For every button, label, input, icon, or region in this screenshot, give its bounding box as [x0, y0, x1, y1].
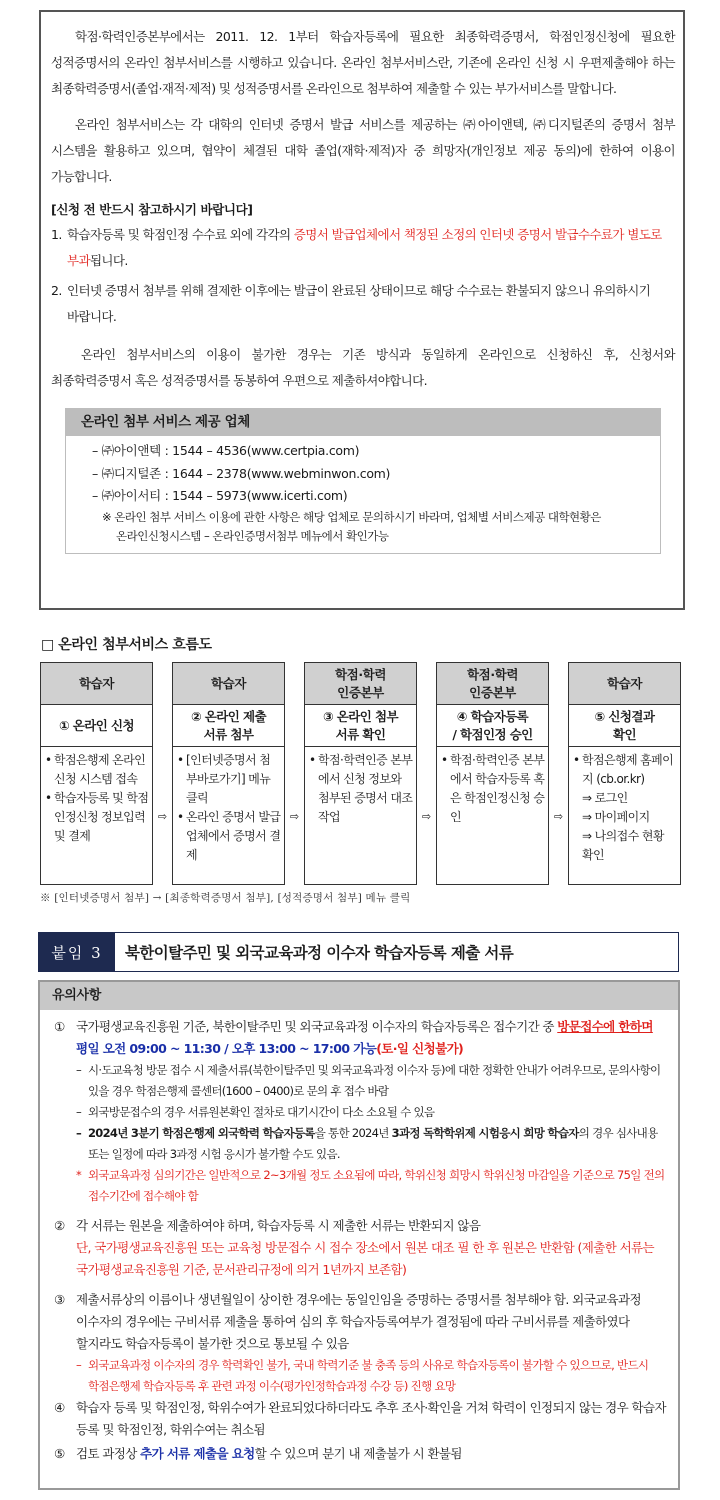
- flow-note: ※ [인터넷증명서 첨부] → [최종학력증명서 첨부], [성적증명서 첨부] 메뉴 클릭: [40, 892, 411, 904]
- notice-item-1: [51, 222, 675, 274]
- sub-text: 외국방문접수의 경우 서류원본확인 절차로 대기시간이 다소 소요될 수 있음: [88, 1105, 435, 1119]
- caution-title: 유의사항: [40, 982, 678, 1010]
- provider-note: 온라인신청시스템 – 온라인증명서첨부 메뉴에서 확인가능: [116, 529, 389, 543]
- sub-text-bold: 3과정 독학학위제 시험응시 희망 학습자: [391, 1126, 579, 1140]
- notice-text-post: 됩니다.: [89, 253, 128, 268]
- appendix-title: 북한이탈주민 및 외국교육과정 이수자 학습자등록 제출 서류: [125, 944, 514, 962]
- step-details: [173, 747, 284, 884]
- notice-item-2: [51, 278, 675, 330]
- item-text-post: 할 수 있으며 분기 내 제출불가 시 환불됨: [254, 1446, 462, 1461]
- sub-text-bold: 2024년 3분기 학점은행제 외국학력 학습자등록: [88, 1126, 315, 1140]
- step-name: ④ 학습자등록 / 학점인정 승인: [437, 705, 548, 747]
- step-detail: 학점·학력인증 본부에서 신청 정보와 첨부된 증명서 대조 작업: [318, 753, 413, 824]
- asterisk: *: [76, 1168, 82, 1182]
- notice-text-highlight: 증명서 발급업체에서 책정된 소정의 인터넷 증명서 발급수수료가 별도로 부과: [67, 227, 662, 268]
- caution-item-1: [54, 1016, 668, 1060]
- item-number: ①: [54, 1019, 65, 1034]
- bullet: •: [45, 791, 52, 805]
- intro-paragraph-3: 온라인 첨부서비스의 이용이 불가한 경우는 기존 방식과 동일하게 온라인으로 신청하신 후, 신청서와 최종학력증명서 혹은 성적증명서를 동봉하여 우편으로 제출하셔야합니다.: [51, 347, 675, 388]
- intro-paragraph-1: 학점·학력인증본부에서는 2011. 12. 1부터 학습자등록에 필요한 최종학력증명서, 학점인정신청에 필요한 성적증명서의 온라인 첨부서비스를 시행하고 있습니다. 온라인 첨부서비스란, 기존에 온라인 신청 시 우편제출해야 하는 최종학력증명서(졸업·재적·제적) 및 성적증명서를 온라인으로 첨부하여 제출할 수 있는 부가서비스를 말합니다.: [51, 29, 675, 96]
- item-text-highlight: 추가 서류 제출을 요청: [140, 1446, 255, 1461]
- caution-list: [40, 1010, 678, 1465]
- item-text: 제출서류상의 이름이나 생년월일이 상이한 경우에는 동일인임을 증명하는 증명서를 첨부해야 함. 외국교육과정 이수자의 경우에는 구비서류 제출을 통하여 심의 후 학습자등록여부가 결정됨에 따라 구비서류를 제출하였다 할지라도 학습자등록이 불가한 것으로 통보될 수 있음: [76, 1292, 641, 1351]
- caution-item-3: [54, 1289, 668, 1355]
- notice-text-pre: 학습자등록 및 학점인정 수수료 외에 각각의: [67, 227, 294, 242]
- sub-text: 외국교육과정 이수자의 경우 학력확인 불가, 국내 학력기준 불 충족 등의 사유로 학습자등록이 불가할 수 있으므로, 반드시 학점은행제 학습자등록 후 관련 과정 이수(평가인정학습과정 수강 등) 진행 요망: [88, 1358, 649, 1393]
- item-number: ③: [54, 1292, 65, 1307]
- step-detail: 학점은행제 온라인신청 시스템 접속: [54, 753, 146, 786]
- sub-text: 외국교육과정 심의기간은 일반적으로 2~3개월 정도 소요됨에 따라, 학위신청 희망시 학위신청 마감일을 기준으로 75일 전의 접수기간에 접수해야 함: [88, 1168, 665, 1203]
- intro-paragraph-2: 온라인 첨부서비스는 각 대학의 인터넷 증명서 발급 서비스를 제공하는 ㈜아이앤텍, ㈜디지털존의 증명서 첨부 시스템을 활용하고 있으며, 협약이 체결된 대학 졸업(재학·제적)자 중 희망자(개인정보 제공 동의)에 한하여 이용이 가능합니다.: [51, 117, 675, 184]
- notice-number: 1.: [51, 227, 62, 242]
- dash: –: [76, 1358, 82, 1372]
- flow-step-1: [40, 662, 153, 885]
- bullet: •: [45, 753, 52, 767]
- sub-text: [88, 1123, 668, 1165]
- bullet: •: [573, 753, 580, 767]
- step-name: ③ 온라인 첨부 서류 확인: [305, 705, 416, 747]
- caution-item-4: [54, 1397, 668, 1441]
- notice-heading: [신청 전 반드시 참고하시기 바랍니다]: [51, 202, 253, 217]
- provider-title: 온라인 첨부 서비스 제공 업체: [65, 408, 661, 436]
- item-text: 학습자 등록 및 학점인정, 학위수여가 완료되었다하더라도 추후 조사·확인을 거쳐 학력이 인정되지 않는 경우 학습자 등록 및 학점인정, 학위수여는 취소됨: [76, 1400, 666, 1437]
- appendix-tag: 붙임 3: [39, 933, 115, 971]
- step-name: ② 온라인 제출 서류 첨부: [173, 705, 284, 747]
- step-actor: 학습자: [41, 663, 152, 705]
- step-name: ⑤ 신청결과 확인: [569, 705, 680, 747]
- flow-arrow-icon: ⇨: [553, 809, 564, 823]
- bullet: •: [177, 810, 184, 824]
- notice-text: [67, 222, 675, 274]
- flow-diagram: [40, 662, 681, 885]
- caution-sub-item: [54, 1355, 668, 1397]
- item-text: [76, 1215, 668, 1281]
- flow-title: □ 온라인 첨부서비스 흐름도: [41, 637, 212, 653]
- provider-note: ※ 온라인 첨부 서비스 이용에 관한 사항은 해당 업체로 문의하시기 바라며, 업체별 서비스제공 대학현황은: [102, 509, 601, 524]
- step-actor: 학습자: [173, 663, 284, 705]
- intro-box: [39, 10, 685, 610]
- item-text-weekend: (토·일 신청불가): [376, 1041, 464, 1056]
- notice-text: 인터넷 증명서 첨부를 위해 결제한 이후에는 발급이 완료된 상태이므로 해당 수수료는 환불되지 않으니 유의하시기 바랍니다.: [67, 283, 651, 324]
- item-text-pre: 국가평생교육진흥원 기준, 북한이탈주민 및 외국교육과정 이수자의 학습자등록은 접수기간 중: [76, 1019, 558, 1034]
- bullet: •: [309, 753, 316, 767]
- flow-arrow-icon: ⇨: [157, 809, 168, 823]
- step-actor: 학점·학력 인증본부: [437, 663, 548, 705]
- bullet: •: [441, 753, 448, 767]
- step-actor: 학점·학력 인증본부: [305, 663, 416, 705]
- caution-item-2: [54, 1215, 668, 1281]
- caution-box: [38, 980, 680, 1490]
- dash: –: [76, 1105, 82, 1119]
- caution-sub-item: [54, 1123, 668, 1165]
- item-text-pre: 검토 과정상: [76, 1446, 141, 1461]
- step-details: [569, 747, 680, 884]
- caution-sub-item: [54, 1060, 668, 1102]
- caution-sub-item: [54, 1165, 668, 1207]
- appendix-header: [38, 932, 679, 972]
- item-number: ④: [54, 1400, 65, 1415]
- dash: –: [76, 1126, 82, 1140]
- item-text-hours: 평일 오전 09:00 ~ 11:30 / 오후 13:00 ~ 17:00 가능: [76, 1041, 377, 1056]
- item-number: ②: [54, 1218, 65, 1233]
- flow-step-4: [436, 662, 549, 885]
- flow-arrow-icon: ⇨: [421, 809, 432, 823]
- provider-panel: [65, 408, 661, 554]
- step-detail: 학점은행제 홈페이지 (cb.or.kr) ⇒ 로그인 ⇒ 마이페이지 ⇒ 나의접수 현황 확인: [582, 753, 674, 862]
- step-detail: [인터넷증명서 첨부바로가기] 메뉴클릭: [186, 753, 271, 805]
- item-text: [76, 1016, 668, 1060]
- flow-arrow-icon: ⇨: [289, 809, 300, 823]
- dash: –: [76, 1063, 82, 1077]
- item-text-main: 각 서류는 원본을 제출하여야 하며, 학습자등록 시 제출한 서류는 반환되지 않음: [76, 1218, 481, 1233]
- provider-item: – ㈜디지털존 : 1644 – 2378(www.webminwon.com): [92, 465, 391, 481]
- notice-number: 2.: [51, 283, 62, 298]
- sub-text-post: 의 경우 심사내용 또는 일정에 따라 3과정 시험 응시가 불가할 수도 있음.: [88, 1126, 658, 1161]
- step-details: [305, 747, 416, 884]
- flow-step-2: [172, 662, 285, 885]
- provider-item: – ㈜아이서티 : 1544 – 5973(www.icerti.com): [92, 488, 348, 503]
- sub-text-mid: 을 통한 2024년: [314, 1126, 392, 1140]
- flow-step-5: [568, 662, 681, 885]
- step-details: [41, 747, 152, 884]
- step-detail: 학습자등록 및 학점인정신청 정보입력 및 결제: [54, 791, 149, 843]
- item-text-highlight: 방문접수에 한하며: [557, 1019, 653, 1034]
- provider-list: [65, 436, 661, 554]
- item-text: [76, 1443, 668, 1465]
- flow-step-3: [304, 662, 417, 885]
- step-detail: 온라인 증명서 발급업체에서 증명서 결제: [186, 810, 281, 862]
- step-detail: 학점·학력인증 본부에서 학습자등록 혹은 학점인정신청 승인: [450, 753, 545, 824]
- step-actor: 학습자: [569, 663, 680, 705]
- caution-item-5: [54, 1443, 668, 1465]
- caution-sub-item: [54, 1102, 668, 1123]
- provider-item: – ㈜아이앤텍 : 1544 – 4536(www.certpia.com): [92, 443, 360, 458]
- item-text-red: 단, 국가평생교육진흥원 또는 교육청 방문접수 시 접수 장소에서 원본 대조 필 한 후 원본은 반환함 (제출한 서류는 국가평생교육진흥원 기준, 문서관리규정에 의거 1년까지 보존함): [76, 1240, 655, 1277]
- sub-text: 시·도교육청 방문 접수 시 제출서류(북한이탈주민 및 외국교육과정 이수자 등)에 대한 정확한 안내가 어려우므로, 문의사항이 있을 경우 학점은행제 콜센터(1600 – 0400)로 문의 후 접수 바람: [88, 1063, 661, 1098]
- bullet: •: [177, 753, 184, 767]
- step-name: ① 온라인 신청: [41, 705, 152, 747]
- item-number: ⑤: [54, 1446, 65, 1461]
- step-details: [437, 747, 548, 884]
